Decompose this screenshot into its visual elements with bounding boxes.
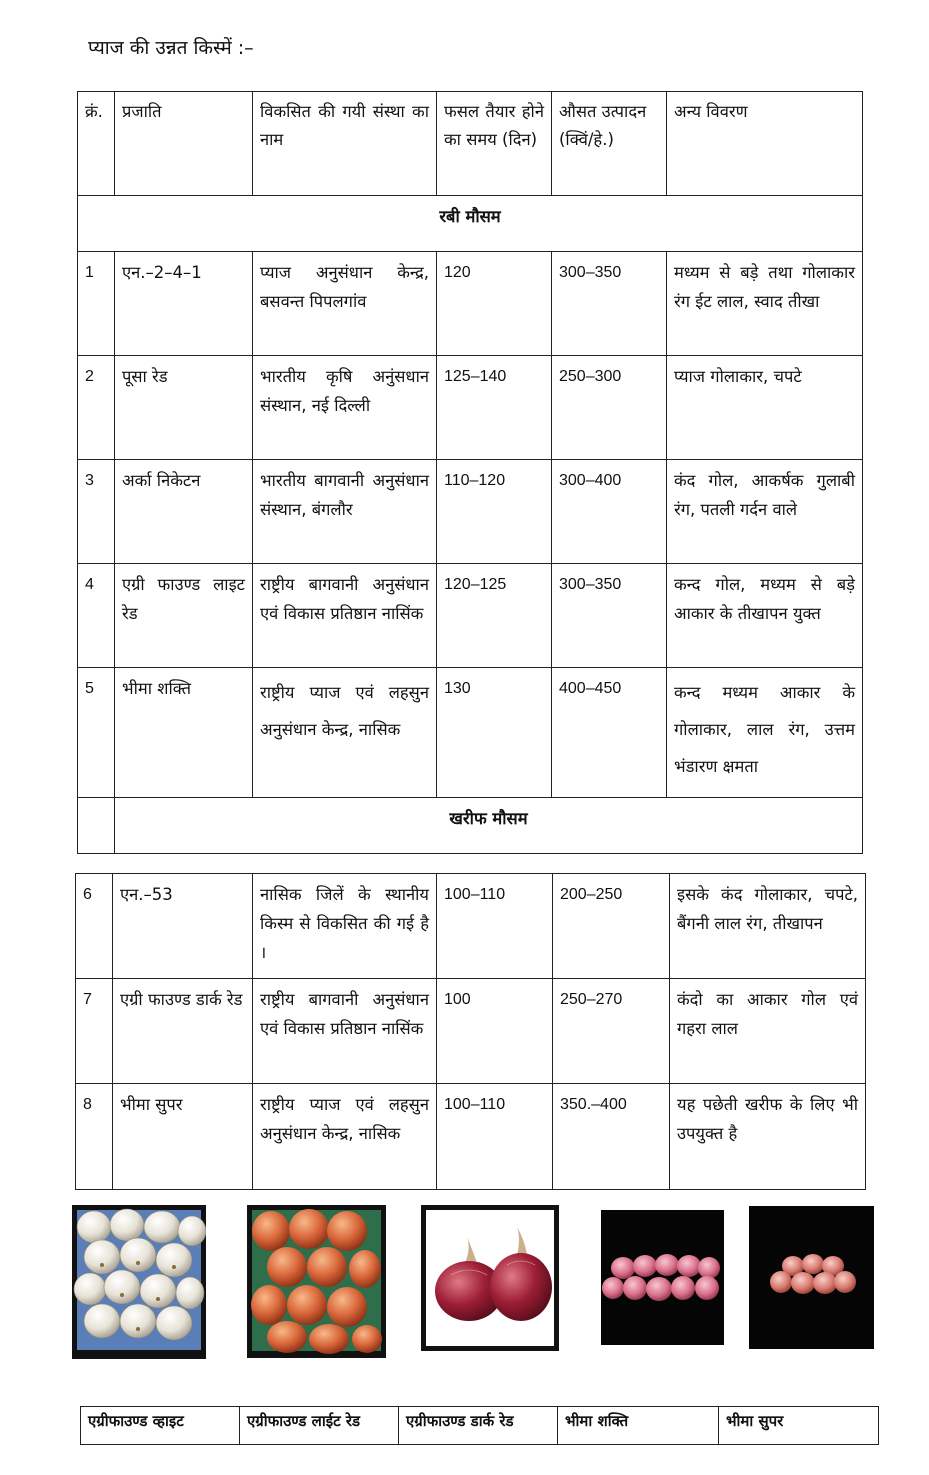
photo-bhima-super [749,1206,874,1349]
cell-sno: 7 [76,979,113,1084]
header-yield: औसत उत्पादन (क्विं/हे.) [552,92,667,196]
cell-variety: एन.–2–4–1 [115,252,253,356]
caption-agrifound-dark-red: एग्रीफाउण्ड डार्क रेड [399,1407,558,1445]
cell-sno: 3 [78,460,115,564]
cell-yield: 250–300 [552,356,667,460]
cell-yield: 300–400 [552,460,667,564]
caption-bhima-super: भीमा सुपर [719,1407,879,1445]
header-days: फसल तैयार होने का समय (दिन) [437,92,552,196]
photo-agrifound-dark-red [421,1205,559,1351]
cell-institute: भारतीय बागवानी अनुसंधान संस्थान, बंगलौर [253,460,437,564]
table-header-row [78,92,863,196]
cell-details: कंदो का आकार गोल एवं गहरा लाल [670,979,866,1084]
caption-agrifound-light-red: एग्रीफाउण्ड लाईट रेड [240,1407,399,1445]
photo-agrifound-light-red [247,1205,386,1358]
table-row [76,979,866,1084]
cell-days: 120–125 [437,564,552,668]
photo-caption-table [80,1406,879,1445]
cell-variety: एग्री फाउण्ड लाइट रेड [115,564,253,668]
caption-bhima-shakti: भीमा शक्ति [558,1407,719,1445]
cell-sno: 2 [78,356,115,460]
cell-institute: नासिक जिलें के स्थानीय किस्म से विकसित की गई है । [253,874,437,979]
kharif-variety-table [75,873,866,1190]
cell-sno: 4 [78,564,115,668]
cell-yield: 250–270 [553,979,670,1084]
cell-days: 100–110 [437,874,553,979]
cell-variety: भीमा शक्ति [115,668,253,798]
cell-days: 100–110 [437,1084,553,1190]
cell-details: कन्द मध्यम आकार के गोलाकार, लाल रंग, उत्तम भंडारण क्षमता [667,668,863,798]
cell-sno: 6 [76,874,113,979]
cell-variety: एग्री फाउण्ड डार्क रेड [113,979,253,1084]
cell-variety: अर्का निकेटन [115,460,253,564]
header-variety: प्रजाति [115,92,253,196]
cell-institute: राष्ट्रीय बागवानी अनुसंधान एवं विकास प्रतिष्ठान नासिंक [253,979,437,1084]
header-details: अन्य विवरण [667,92,863,196]
cell-days: 130 [437,668,552,798]
page-heading: प्याज की उन्नत किस्में :– [88,37,254,59]
season-label-kharif: खरीफ मौसम [115,798,863,854]
table-row [78,356,863,460]
caption-agrifound-white: एग्रीफाउण्ड व्हाइट [81,1407,240,1445]
photo-bhima-shakti [601,1210,724,1345]
table-row [78,252,863,356]
cell-details: यह पछेती खरीफ के लिए भी उपयुक्त है [670,1084,866,1190]
cell-days: 110–120 [437,460,552,564]
header-sno: क्रं. [78,92,115,196]
cell-yield: 300–350 [552,564,667,668]
cell-sno: 5 [78,668,115,798]
cell-variety: पूसा रेड [115,356,253,460]
cell-details: कन्द गोल, मध्यम से बड़े आकार के तीखापन युक्त [667,564,863,668]
cell-institute: प्याज अनुसंधान केन्द्र, बसवन्त पिपलगांव [253,252,437,356]
cell-yield: 400–450 [552,668,667,798]
cell-days: 125–140 [437,356,552,460]
cell-institute: राष्ट्रीय बागवानी अनुसंधान एवं विकास प्रतिष्ठान नासिंक [253,564,437,668]
season-row-kharif [78,798,863,854]
table-row [78,564,863,668]
cell-institute: राष्ट्रीय प्याज एवं लहसुन अनुसंधान केन्द्र, नासिक [253,1084,437,1190]
cell-variety: एन.–53 [113,874,253,979]
cell-institute: भारतीय कृषि अनुंसधान संस्थान, नई दिल्ली [253,356,437,460]
cell-details: कंद गोल, आकर्षक गुलाबी रंग, पतली गर्दन वाले [667,460,863,564]
cell-institute: राष्ट्रीय प्याज एवं लहसुन अनुसंधान केन्द्र, नासिक [253,668,437,798]
cell-days: 100 [437,979,553,1084]
cell-yield: 300–350 [552,252,667,356]
cell-details: प्याज गोलाकार, चपटे [667,356,863,460]
table-row [76,874,866,979]
cell-details: इसके कंद गोलाकार, चपटे, बैंगनी लाल रंग, तीखापन [670,874,866,979]
season-label-rabi: रबी मौसम [78,196,863,252]
cell-sno: 1 [78,252,115,356]
cell-days: 120 [437,252,552,356]
cell-variety: भीमा सुपर [113,1084,253,1190]
season-row-rabi [78,196,863,252]
table-row [76,1084,866,1190]
header-institute: विकसित की गयी संस्था का नाम [253,92,437,196]
cell-yield: 200–250 [553,874,670,979]
cell-sno: 8 [76,1084,113,1190]
cell-yield: 350.–400 [553,1084,670,1190]
table-row [78,668,863,798]
season-empty-cell [78,798,115,854]
caption-row [81,1407,879,1445]
rabi-variety-table [77,91,863,854]
cell-details: मध्यम से बड़े तथा गोलाकार रंग ईट लाल, स्वाद तीखा [667,252,863,356]
table-row [78,460,863,564]
photo-agrifound-white [72,1205,206,1359]
